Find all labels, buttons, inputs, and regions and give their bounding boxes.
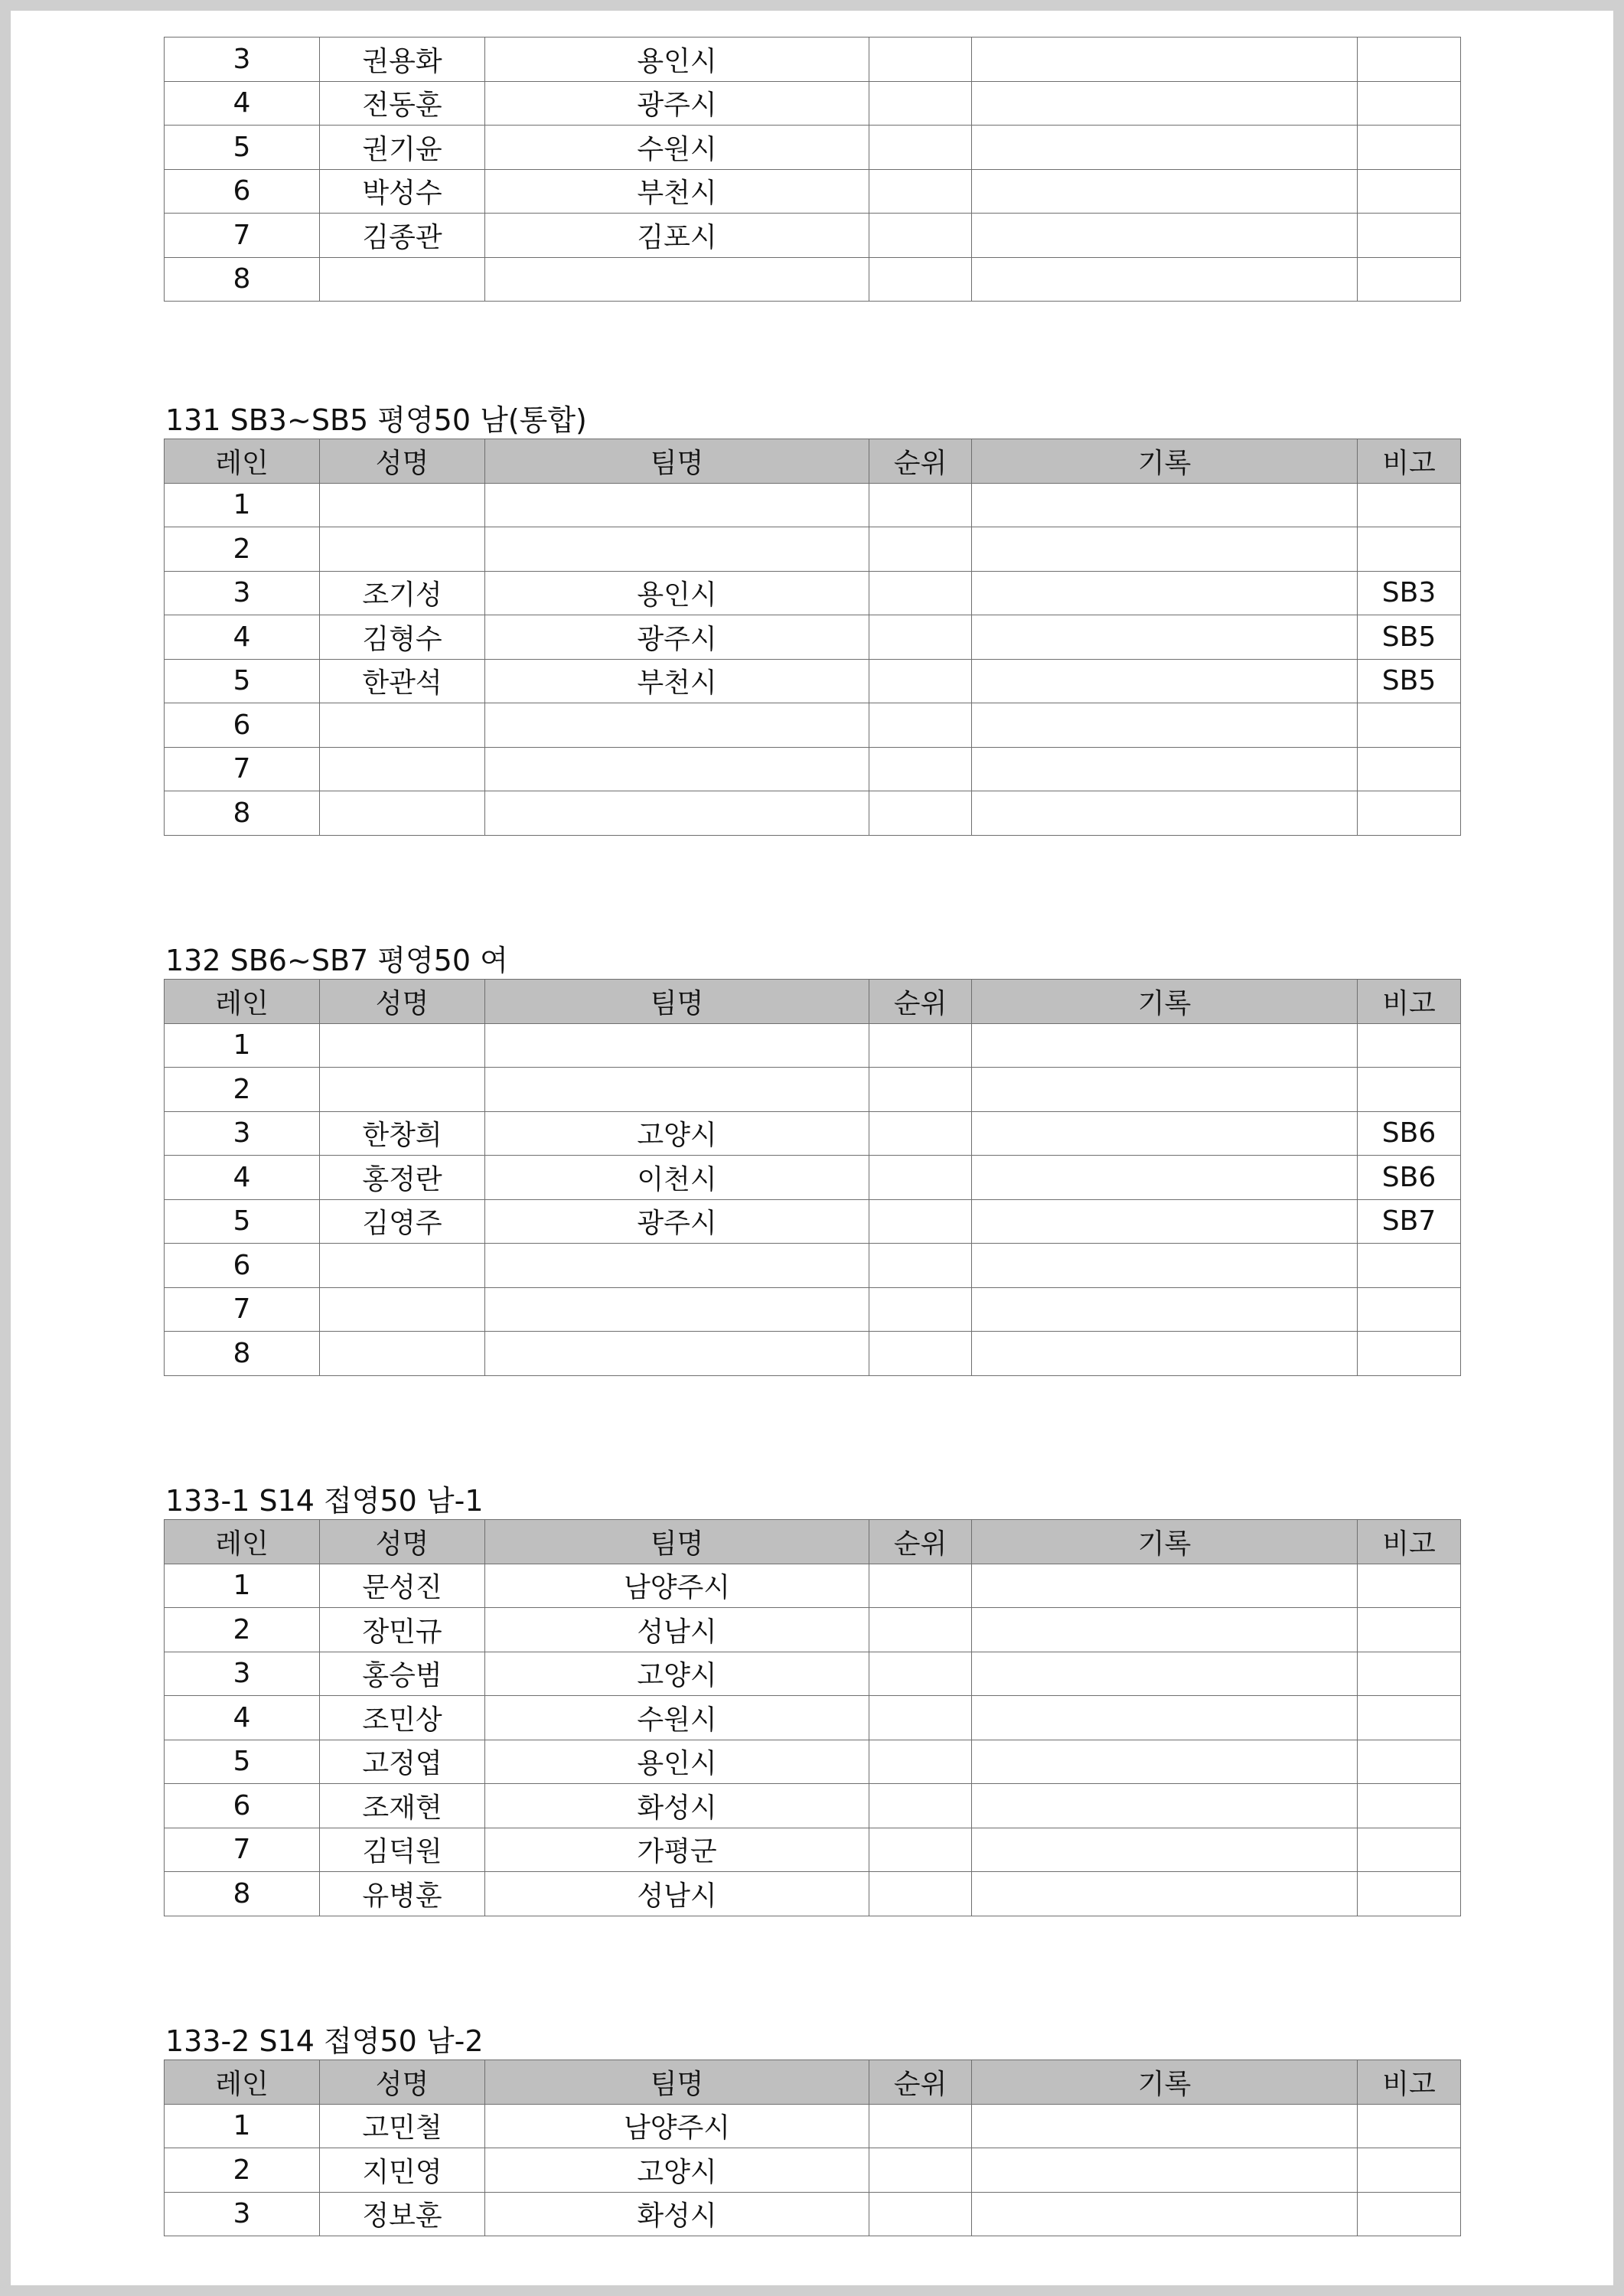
lane-cell: 5 xyxy=(165,1199,320,1244)
note-cell xyxy=(1358,2148,1461,2193)
name-cell: 지민영 xyxy=(320,2148,485,2193)
event-section-continued xyxy=(164,37,1460,302)
lane-cell: 6 xyxy=(165,1784,320,1828)
column-header: 순위 xyxy=(869,2060,972,2105)
column-header: 팀명 xyxy=(485,1520,869,1564)
rank-cell xyxy=(869,1872,972,1916)
rank-cell xyxy=(869,1740,972,1784)
team-cell: 이천시 xyxy=(485,1156,869,1200)
team-cell xyxy=(485,527,869,572)
rank-cell xyxy=(869,169,972,214)
name-cell: 김형수 xyxy=(320,615,485,660)
table-row xyxy=(165,1696,1461,1740)
rank-cell xyxy=(869,126,972,170)
name-cell: 홍승범 xyxy=(320,1652,485,1696)
rank-cell xyxy=(869,791,972,836)
table-header-row xyxy=(165,439,1461,484)
note-cell: SB5 xyxy=(1358,659,1461,703)
note-cell xyxy=(1358,1872,1461,1916)
team-cell: 용인시 xyxy=(485,571,869,615)
table-row xyxy=(165,2192,1461,2236)
note-cell xyxy=(1358,1696,1461,1740)
record-cell xyxy=(972,1244,1358,1288)
table-row xyxy=(165,169,1461,214)
note-cell: SB3 xyxy=(1358,571,1461,615)
team-cell: 화성시 xyxy=(485,2192,869,2236)
column-header: 비고 xyxy=(1358,2060,1461,2105)
name-cell: 조민상 xyxy=(320,1696,485,1740)
rank-cell xyxy=(869,1784,972,1828)
rank-cell xyxy=(869,1199,972,1244)
record-cell xyxy=(972,659,1358,703)
column-header: 기록 xyxy=(972,439,1358,484)
rank-cell xyxy=(869,2148,972,2193)
rank-cell xyxy=(869,571,972,615)
note-cell xyxy=(1358,169,1461,214)
lane-cell: 8 xyxy=(165,1872,320,1916)
lane-cell: 8 xyxy=(165,257,320,302)
name-cell: 한관석 xyxy=(320,659,485,703)
record-cell xyxy=(972,38,1358,82)
table-row xyxy=(165,791,1461,836)
lane-cell: 3 xyxy=(165,38,320,82)
name-cell xyxy=(320,791,485,836)
lane-cell: 3 xyxy=(165,1652,320,1696)
record-cell xyxy=(972,1872,1358,1916)
event-section-132 xyxy=(164,942,1460,1376)
record-cell xyxy=(972,483,1358,527)
name-cell xyxy=(320,1287,485,1332)
table-row xyxy=(165,1332,1461,1376)
rank-cell xyxy=(869,1696,972,1740)
table-row xyxy=(165,38,1461,82)
note-cell xyxy=(1358,1740,1461,1784)
note-cell xyxy=(1358,1784,1461,1828)
event-section-133-1 xyxy=(164,1482,1460,1916)
team-cell: 김포시 xyxy=(485,214,869,258)
record-cell xyxy=(972,703,1358,748)
name-cell: 조재현 xyxy=(320,1784,485,1828)
lane-cell: 4 xyxy=(165,615,320,660)
table-header-row xyxy=(165,1520,1461,1564)
record-cell xyxy=(972,126,1358,170)
note-cell xyxy=(1358,1332,1461,1376)
lane-cell: 7 xyxy=(165,1287,320,1332)
team-cell: 고양시 xyxy=(485,1652,869,1696)
rank-cell xyxy=(869,1111,972,1156)
team-cell xyxy=(485,1332,869,1376)
lane-cell: 3 xyxy=(165,571,320,615)
rank-cell xyxy=(869,214,972,258)
record-cell xyxy=(972,1156,1358,1200)
name-cell: 권용화 xyxy=(320,38,485,82)
lane-cell: 3 xyxy=(165,1111,320,1156)
table-row xyxy=(165,2104,1461,2148)
table-row xyxy=(165,659,1461,703)
table-row xyxy=(165,126,1461,170)
lane-cell: 5 xyxy=(165,126,320,170)
record-cell xyxy=(972,747,1358,791)
table-row xyxy=(165,1111,1461,1156)
column-header: 기록 xyxy=(972,1520,1358,1564)
table-row xyxy=(165,1244,1461,1288)
lane-cell: 4 xyxy=(165,1696,320,1740)
record-cell xyxy=(972,1784,1358,1828)
lane-cell: 5 xyxy=(165,1740,320,1784)
note-cell xyxy=(1358,81,1461,126)
team-cell xyxy=(485,747,869,791)
team-cell: 광주시 xyxy=(485,1199,869,1244)
table-row xyxy=(165,81,1461,126)
table-header-row xyxy=(165,2060,1461,2105)
table-row xyxy=(165,1608,1461,1652)
event-section-133-2 xyxy=(164,2023,1460,2236)
record-cell xyxy=(972,1652,1358,1696)
team-cell xyxy=(485,1244,869,1288)
note-cell: SB7 xyxy=(1358,1199,1461,1244)
event-section-131 xyxy=(164,402,1460,836)
rank-cell xyxy=(869,2104,972,2148)
rank-cell xyxy=(869,1652,972,1696)
column-header: 비고 xyxy=(1358,1520,1461,1564)
name-cell: 고민철 xyxy=(320,2104,485,2148)
rank-cell xyxy=(869,483,972,527)
rank-cell xyxy=(869,1332,972,1376)
name-cell xyxy=(320,1068,485,1112)
column-header: 레인 xyxy=(165,980,320,1024)
record-cell xyxy=(972,1740,1358,1784)
rank-cell xyxy=(869,38,972,82)
team-cell xyxy=(485,703,869,748)
team-cell: 부천시 xyxy=(485,169,869,214)
lane-cell: 7 xyxy=(165,1828,320,1872)
team-cell: 용인시 xyxy=(485,38,869,82)
table-row xyxy=(165,1023,1461,1068)
team-cell xyxy=(485,1287,869,1332)
record-cell xyxy=(972,1068,1358,1112)
lane-cell: 4 xyxy=(165,81,320,126)
entry-table xyxy=(164,439,1461,836)
table-row xyxy=(165,615,1461,660)
table-row xyxy=(165,1740,1461,1784)
rank-cell xyxy=(869,1608,972,1652)
column-header: 비고 xyxy=(1358,980,1461,1024)
record-cell xyxy=(972,1564,1358,1608)
table-row xyxy=(165,527,1461,572)
team-cell: 고양시 xyxy=(485,2148,869,2193)
team-cell: 광주시 xyxy=(485,81,869,126)
table-row xyxy=(165,257,1461,302)
entry-table xyxy=(164,979,1461,1376)
note-cell xyxy=(1358,1287,1461,1332)
team-cell: 용인시 xyxy=(485,1740,869,1784)
name-cell xyxy=(320,1332,485,1376)
name-cell xyxy=(320,747,485,791)
table-row xyxy=(165,1872,1461,1916)
team-cell: 수원시 xyxy=(485,126,869,170)
lane-cell: 7 xyxy=(165,747,320,791)
record-cell xyxy=(972,791,1358,836)
document-page xyxy=(11,11,1613,2285)
team-cell: 가평군 xyxy=(485,1828,869,1872)
team-cell: 수원시 xyxy=(485,1696,869,1740)
name-cell: 김영주 xyxy=(320,1199,485,1244)
record-cell xyxy=(972,1023,1358,1068)
table-row xyxy=(165,2148,1461,2193)
rank-cell xyxy=(869,615,972,660)
column-header: 순위 xyxy=(869,980,972,1024)
record-cell xyxy=(972,1828,1358,1872)
note-cell xyxy=(1358,791,1461,836)
team-cell xyxy=(485,483,869,527)
table-row xyxy=(165,1199,1461,1244)
rank-cell xyxy=(869,527,972,572)
note-cell xyxy=(1358,1828,1461,1872)
record-cell xyxy=(972,2192,1358,2236)
rank-cell xyxy=(869,1828,972,1872)
table-row xyxy=(165,703,1461,748)
team-cell: 성남시 xyxy=(485,1872,869,1916)
table-row xyxy=(165,1156,1461,1200)
team-cell: 성남시 xyxy=(485,1608,869,1652)
rank-cell xyxy=(869,1068,972,1112)
name-cell: 김종관 xyxy=(320,214,485,258)
team-cell: 남양주시 xyxy=(485,1564,869,1608)
table-row xyxy=(165,1287,1461,1332)
record-cell xyxy=(972,1696,1358,1740)
note-cell: SB5 xyxy=(1358,615,1461,660)
record-cell xyxy=(972,527,1358,572)
column-header: 레인 xyxy=(165,439,320,484)
name-cell: 고정엽 xyxy=(320,1740,485,1784)
name-cell: 박성수 xyxy=(320,169,485,214)
event-title: 133-1 S14 접영50 남-1 xyxy=(165,1484,484,1518)
note-cell xyxy=(1358,1244,1461,1288)
name-cell xyxy=(320,703,485,748)
lane-cell: 2 xyxy=(165,1068,320,1112)
name-cell xyxy=(320,1244,485,1288)
table-row xyxy=(165,483,1461,527)
table-row xyxy=(165,1068,1461,1112)
note-cell xyxy=(1358,483,1461,527)
name-cell: 유병훈 xyxy=(320,1872,485,1916)
team-cell xyxy=(485,1068,869,1112)
column-header: 레인 xyxy=(165,2060,320,2105)
note-cell xyxy=(1358,1564,1461,1608)
note-cell xyxy=(1358,1023,1461,1068)
note-cell xyxy=(1358,214,1461,258)
table-row xyxy=(165,571,1461,615)
team-cell: 부천시 xyxy=(485,659,869,703)
rank-cell xyxy=(869,257,972,302)
lane-cell: 1 xyxy=(165,483,320,527)
name-cell: 권기윤 xyxy=(320,126,485,170)
table-row xyxy=(165,747,1461,791)
column-header: 성명 xyxy=(320,439,485,484)
team-cell: 남양주시 xyxy=(485,2104,869,2148)
rank-cell xyxy=(869,703,972,748)
rank-cell xyxy=(869,2192,972,2236)
lane-cell: 1 xyxy=(165,2104,320,2148)
record-cell xyxy=(972,1111,1358,1156)
column-header: 성명 xyxy=(320,1520,485,1564)
name-cell: 조기성 xyxy=(320,571,485,615)
lane-cell: 4 xyxy=(165,1156,320,1200)
lane-cell: 2 xyxy=(165,527,320,572)
lane-cell: 8 xyxy=(165,791,320,836)
name-cell: 장민규 xyxy=(320,1608,485,1652)
team-cell xyxy=(485,1023,869,1068)
entry-table xyxy=(164,2060,1461,2236)
lane-cell: 3 xyxy=(165,2192,320,2236)
note-cell xyxy=(1358,703,1461,748)
column-header: 순위 xyxy=(869,1520,972,1564)
record-cell xyxy=(972,1287,1358,1332)
column-header: 팀명 xyxy=(485,980,869,1024)
name-cell: 전동훈 xyxy=(320,81,485,126)
lane-cell: 1 xyxy=(165,1023,320,1068)
column-header: 기록 xyxy=(972,980,1358,1024)
column-header: 레인 xyxy=(165,1520,320,1564)
record-cell xyxy=(972,169,1358,214)
record-cell xyxy=(972,1332,1358,1376)
team-cell: 광주시 xyxy=(485,615,869,660)
note-cell xyxy=(1358,38,1461,82)
rank-cell xyxy=(869,1287,972,1332)
rank-cell xyxy=(869,659,972,703)
record-cell xyxy=(972,214,1358,258)
rank-cell xyxy=(869,81,972,126)
event-title: 133-2 S14 접영50 남-2 xyxy=(165,2024,484,2058)
record-cell xyxy=(972,615,1358,660)
entry-table xyxy=(164,37,1461,302)
lane-cell: 7 xyxy=(165,214,320,258)
note-cell: SB6 xyxy=(1358,1111,1461,1156)
note-cell: SB6 xyxy=(1358,1156,1461,1200)
lane-cell: 6 xyxy=(165,1244,320,1288)
table-row xyxy=(165,1828,1461,1872)
name-cell xyxy=(320,483,485,527)
note-cell xyxy=(1358,2104,1461,2148)
lane-cell: 2 xyxy=(165,1608,320,1652)
record-cell xyxy=(972,2104,1358,2148)
lane-cell: 5 xyxy=(165,659,320,703)
note-cell xyxy=(1358,1608,1461,1652)
note-cell xyxy=(1358,747,1461,791)
column-header: 기록 xyxy=(972,2060,1358,2105)
name-cell: 정보훈 xyxy=(320,2192,485,2236)
event-title: 132 SB6~SB7 평영50 여 xyxy=(165,944,508,977)
record-cell xyxy=(972,571,1358,615)
name-cell xyxy=(320,257,485,302)
lane-cell: 6 xyxy=(165,703,320,748)
note-cell xyxy=(1358,1652,1461,1696)
rank-cell xyxy=(869,1156,972,1200)
lane-cell: 6 xyxy=(165,169,320,214)
table-row xyxy=(165,1784,1461,1828)
rank-cell xyxy=(869,1564,972,1608)
column-header: 팀명 xyxy=(485,439,869,484)
lane-cell: 2 xyxy=(165,2148,320,2193)
column-header: 순위 xyxy=(869,439,972,484)
record-cell xyxy=(972,1199,1358,1244)
record-cell xyxy=(972,2148,1358,2193)
table-row xyxy=(165,214,1461,258)
note-cell xyxy=(1358,527,1461,572)
event-title: 131 SB3~SB5 평영50 남(통합) xyxy=(165,403,587,437)
rank-cell xyxy=(869,1244,972,1288)
name-cell: 문성진 xyxy=(320,1564,485,1608)
lane-cell: 1 xyxy=(165,1564,320,1608)
record-cell xyxy=(972,257,1358,302)
table-row xyxy=(165,1564,1461,1608)
team-cell xyxy=(485,257,869,302)
column-header: 비고 xyxy=(1358,439,1461,484)
column-header: 성명 xyxy=(320,980,485,1024)
note-cell xyxy=(1358,257,1461,302)
lane-cell: 8 xyxy=(165,1332,320,1376)
name-cell: 김덕원 xyxy=(320,1828,485,1872)
column-header: 팀명 xyxy=(485,2060,869,2105)
record-cell xyxy=(972,1608,1358,1652)
team-cell xyxy=(485,791,869,836)
record-cell xyxy=(972,81,1358,126)
table-row xyxy=(165,1652,1461,1696)
column-header: 성명 xyxy=(320,2060,485,2105)
rank-cell xyxy=(869,747,972,791)
note-cell xyxy=(1358,1068,1461,1112)
team-cell: 화성시 xyxy=(485,1784,869,1828)
name-cell xyxy=(320,527,485,572)
name-cell: 홍정란 xyxy=(320,1156,485,1200)
team-cell: 고양시 xyxy=(485,1111,869,1156)
table-header-row xyxy=(165,980,1461,1024)
entry-table xyxy=(164,1519,1461,1916)
name-cell xyxy=(320,1023,485,1068)
rank-cell xyxy=(869,1023,972,1068)
note-cell xyxy=(1358,2192,1461,2236)
note-cell xyxy=(1358,126,1461,170)
name-cell: 한창희 xyxy=(320,1111,485,1156)
